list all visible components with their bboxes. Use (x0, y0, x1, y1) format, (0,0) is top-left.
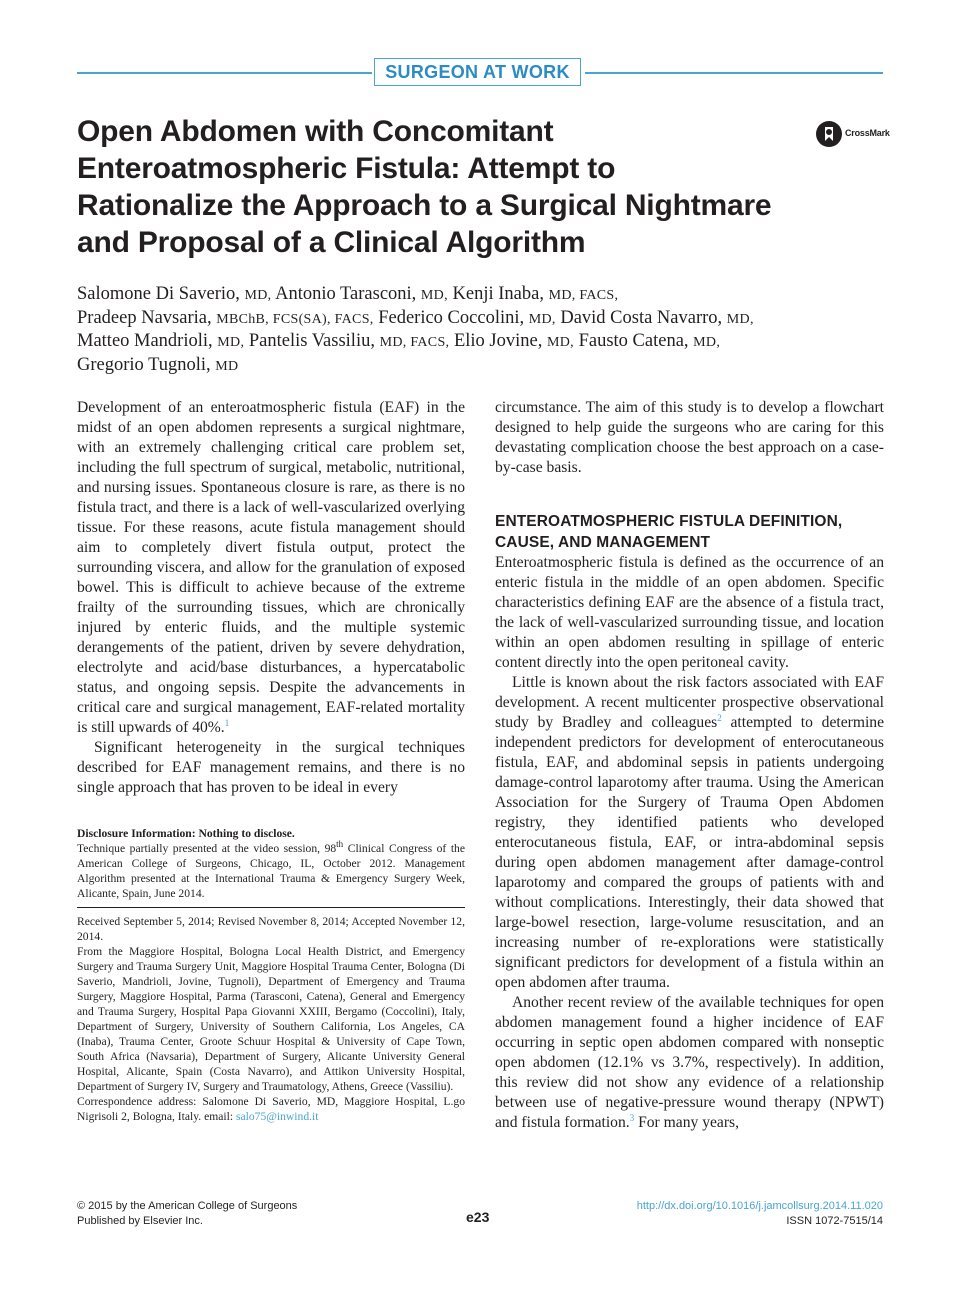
author-degree: MD, (546, 335, 574, 350)
article-title (77, 113, 857, 261)
section-badge: SURGEON AT WORK (374, 58, 581, 86)
author-name: Antonio Tarasconi, (275, 284, 417, 304)
reference-link[interactable]: 2 (717, 712, 722, 723)
author-name: Salomone Di Saverio, (77, 284, 240, 304)
crossmark-badge[interactable] (816, 121, 896, 149)
email-link[interactable]: salo75@inwind.it (235, 1110, 319, 1123)
footnotes (77, 826, 465, 1124)
author-name: Kenji Inaba, (452, 284, 544, 304)
author-line-1 (77, 283, 618, 307)
received-dates: Received September 5, 2014; Revised November 8, 2014; Accepted November 12, 2014. (77, 915, 465, 943)
author-name: Fausto Catena, (578, 331, 689, 351)
author-degree: MD, (693, 335, 721, 350)
copyright: © 2015 by the American College of Surgeons (77, 1200, 298, 1212)
author-line-3 (77, 330, 720, 354)
author-degree: MD, FACS, (379, 335, 450, 350)
header-rule-left (77, 72, 372, 74)
author-degree: MD, (726, 312, 754, 327)
author-name: Matteo Mandrioli, (77, 331, 213, 351)
affiliations: From the Maggiore Hospital, Bologna Local Health District, and Emergency Surgery and Trauma Surgery Unit, Maggiore Hospital Trauma Center, Bologna (Di Saverio, Mandrioli, Jovine, Tugnoli), Department of Emergency and Trauma Surgery, Maggiore Hospital, Parma (Tarasconi, Catena), General and Emergency and Trauma Surgery, Hospital Papa Giovanni XXIII, Bergamo (Coccolini), Italy, Department of Surgery, University of Southern California, Los Angeles, CA (Inaba), Trauma Center, Groote Schuur Hospital & University of Cape Town, South Africa (Navsaria), Department of Surgery, Alicante University General Hospital, Alicante, Spain (Costa Navarro), and Attikon University Hospital, Department of Surgery IV, Surgery and Traumatology, Athens, Greece (Vassiliu). (77, 945, 465, 1093)
footer-right (560, 1199, 883, 1229)
author-degree: MD, (528, 312, 556, 327)
crossmark-label: CrossMark (845, 128, 890, 138)
author-degree: MD, (217, 335, 245, 350)
author-name: Pradeep Navsaria, (77, 308, 212, 328)
author-line-4 (77, 354, 238, 378)
title-line: Open Abdomen with Concomitant (77, 115, 554, 148)
author-degree: MD, (244, 288, 272, 303)
paragraph: Development of an enteroatmospheric fistula (EAF) in the midst of an open abdomen represents a surgical nightmare, with an extremely challenging critical care problem set, including the full spectrum of surgical, metabolic, nutritional, and nursing issues. Spontaneous closure is rare, as there is no fistula tract, and there is a lack of well-vascularized overlying tissue. For these reasons, acute fistula management should aim to completely divert fistula output, protect the surrounding viscera, and allow for the granulation of exposed bowel. This is difficult to achieve because of the extreme frailty of the surrounding tissues, which are chronically injured by enteric fluids, and the multiple systemic derangements of the patient, driven by severe dehydration, electrolyte and acid/base disturbances, a hypercatabolic status, and ongoing sepsis. Despite the advancements in critical care and surgical management, EAF-related mortality is still upwards of 40%.$^1$ (77, 399, 465, 736)
header-rule-right (585, 72, 883, 74)
body-column-left (77, 398, 465, 798)
paragraph: Little is known about the risk factors associated with EAF development. A recent multicenter prospective observational study by Bradley and colleagues$^2$ attempted to determine independent predictors for development of enterocutaneous fistula, EAF, and abdominal sepsis in patients undergoing damage-control laparotomy after trauma. Using the American Association for the Surgery of Trauma Open Abdomen registry, they identified patients who developed enterocutaneous fistula, EAF, or intra-abdominal sepsis during open abdomen management after damage-control laparotomy and compared the groups of patients with and without complications. Interestingly, their data showed that large-bowel resection, large-volume resuscitation, and an increasing number of re-explorations were statistically significant predictors for development of a fistula within an open abdomen after trauma. (495, 674, 885, 991)
paragraph: Another recent review of the available techniques for open abdomen management found a higher incidence of EAF occurring in septic open abdomen compared with nonseptic open abdomen (12.1% vs 3.7%, respectively). In addition, this review did not show any evidence of a relationship between use of negative-pressure wound therapy (NPWT) and fistula formation.$^3$ For many years, (495, 994, 884, 1131)
crossmark-icon (816, 121, 842, 147)
title-line: and Proposal of a Clinical Algorithm (77, 226, 586, 259)
footnote-divider (77, 907, 465, 908)
title-line: Enteroatmospheric Fistula: Attempt to (77, 152, 616, 185)
correspondence: Correspondence address: Salomone Di Saverio, MD, Maggiore Hospital, L.go Nigrisoli 2, Bologna, Italy. email: salo75@inwind.it (77, 1095, 465, 1123)
author-degree: MD (215, 359, 239, 374)
author-name: Gregorio Tugnoli, (77, 355, 211, 375)
body-column-right (495, 398, 884, 1133)
author-degree: MD, FACS, (548, 288, 619, 303)
author-name: Pantelis Vassiliu, (248, 331, 375, 351)
footer-left (77, 1199, 297, 1229)
author-name: Elio Jovine, (453, 331, 543, 351)
author-name: Federico Coccolini, (378, 308, 525, 328)
disclosure-note: Disclosure Information: Nothing to disclose. (77, 827, 295, 840)
title-line: Rationalize the Approach to a Surgical Nightmare (77, 189, 772, 222)
author-name: David Costa Navarro, (560, 308, 723, 328)
paragraph: Significant heterogeneity in the surgical techniques described for EAF management remains, and there is no single approach that has proven to be ideal in every (77, 739, 465, 796)
author-degree: MD, (420, 288, 448, 303)
presentation-note: Technique partially presented at the video session, 98th Clinical Congress of the American College of Surgeons, Chicago, IL, October 2012. Management Algorithm presented at the International Trauma & Emergency Surgery Week, Alicante, Spain, June 2014. (77, 839, 465, 900)
paragraph: circumstance. The aim of this study is to develop a flowchart designed to help guide the surgeons who are caring for this devastating complication choose the best approach on a case-by-case basis. (495, 399, 884, 476)
doi-link[interactable]: http://dx.doi.org/10.1016/j.jamcollsurg.2014.11.020 (636, 1200, 883, 1212)
author-degree: MBChB, FCS(SA), FACS, (216, 312, 374, 327)
section-heading: ENTEROATMOSPHERIC FISTULA DEFINITION, CAUSE, AND MANAGEMENT (495, 513, 843, 551)
page-number: e23 (466, 1209, 490, 1225)
issn: ISSN 1072-7515/14 (786, 1215, 883, 1227)
author-line-2 (77, 307, 754, 331)
reference-link[interactable]: 3 (629, 1112, 635, 1123)
reference-link[interactable]: 1 (224, 717, 230, 728)
publisher: Published by Elsevier Inc. (77, 1215, 203, 1227)
paragraph: Enteroatmospheric fistula is defined as the occurrence of an enteric fistula in the middle of an open abdomen. Specific characteristics defining EAF are the absence of a fistula tract, the lack of well-vascularized surrounding tissue, and location within an open abdomen resulting in spillage of enteric content directly into the open peritoneal cavity. (495, 554, 884, 671)
